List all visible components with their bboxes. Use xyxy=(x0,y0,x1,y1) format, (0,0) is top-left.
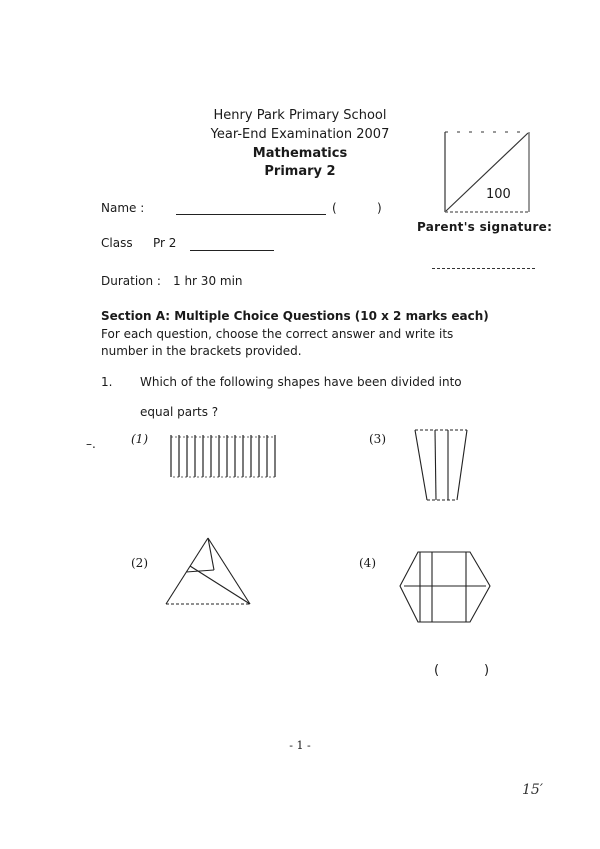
exam-title: Year-End Examination 2007 xyxy=(210,127,390,142)
class-line[interactable] xyxy=(190,250,274,251)
duration-label: Duration : xyxy=(101,274,161,288)
answer-bracket-open: ( xyxy=(434,663,440,678)
index-open: ( xyxy=(332,201,337,215)
parent-signature-label: Parent's signature: xyxy=(417,220,553,234)
option-4-label: (4) xyxy=(359,556,376,570)
level-title: Primary 2 xyxy=(264,164,336,179)
school-name: Henry Park Primary School xyxy=(213,108,387,123)
section-a-instruction-2: number in the brackets provided. xyxy=(101,344,302,358)
option-1-figure xyxy=(168,434,278,484)
option-2-label: (2) xyxy=(131,556,148,570)
handwritten-note: 15′ xyxy=(522,782,543,798)
duration-value: 1 hr 30 min xyxy=(173,274,243,288)
option-1-label: (1) xyxy=(131,432,148,446)
question-number: 1. xyxy=(101,375,113,389)
index-close: ) xyxy=(377,201,382,215)
name-line[interactable] xyxy=(176,214,326,215)
answer-bracket-close: ) xyxy=(484,663,490,678)
section-a-title: Section A: Multiple Choice Questions (10 x 2 marks each) xyxy=(101,309,489,323)
score-box xyxy=(444,131,530,213)
option-3-figure xyxy=(413,428,469,508)
option-4-figure xyxy=(396,548,492,630)
parent-signature-line xyxy=(432,268,535,269)
page-number: - 1 - xyxy=(289,739,311,752)
answer-space[interactable] xyxy=(448,662,478,680)
score-total: 100 xyxy=(486,187,511,202)
option-3-label: (3) xyxy=(369,432,386,446)
section-a-instruction-1: For each question, choose the correct answer and write its xyxy=(101,327,454,341)
question-text-line1: Which of the following shapes have been divided into xyxy=(140,375,462,389)
margin-mark: –. xyxy=(86,437,96,451)
option-2-figure xyxy=(162,536,254,612)
subject-title: Mathematics xyxy=(252,146,348,161)
class-label: Class xyxy=(101,236,133,250)
question-text-line2: equal parts ? xyxy=(140,405,219,419)
class-value: Pr 2 xyxy=(153,236,177,250)
name-label: Name : xyxy=(101,201,145,215)
